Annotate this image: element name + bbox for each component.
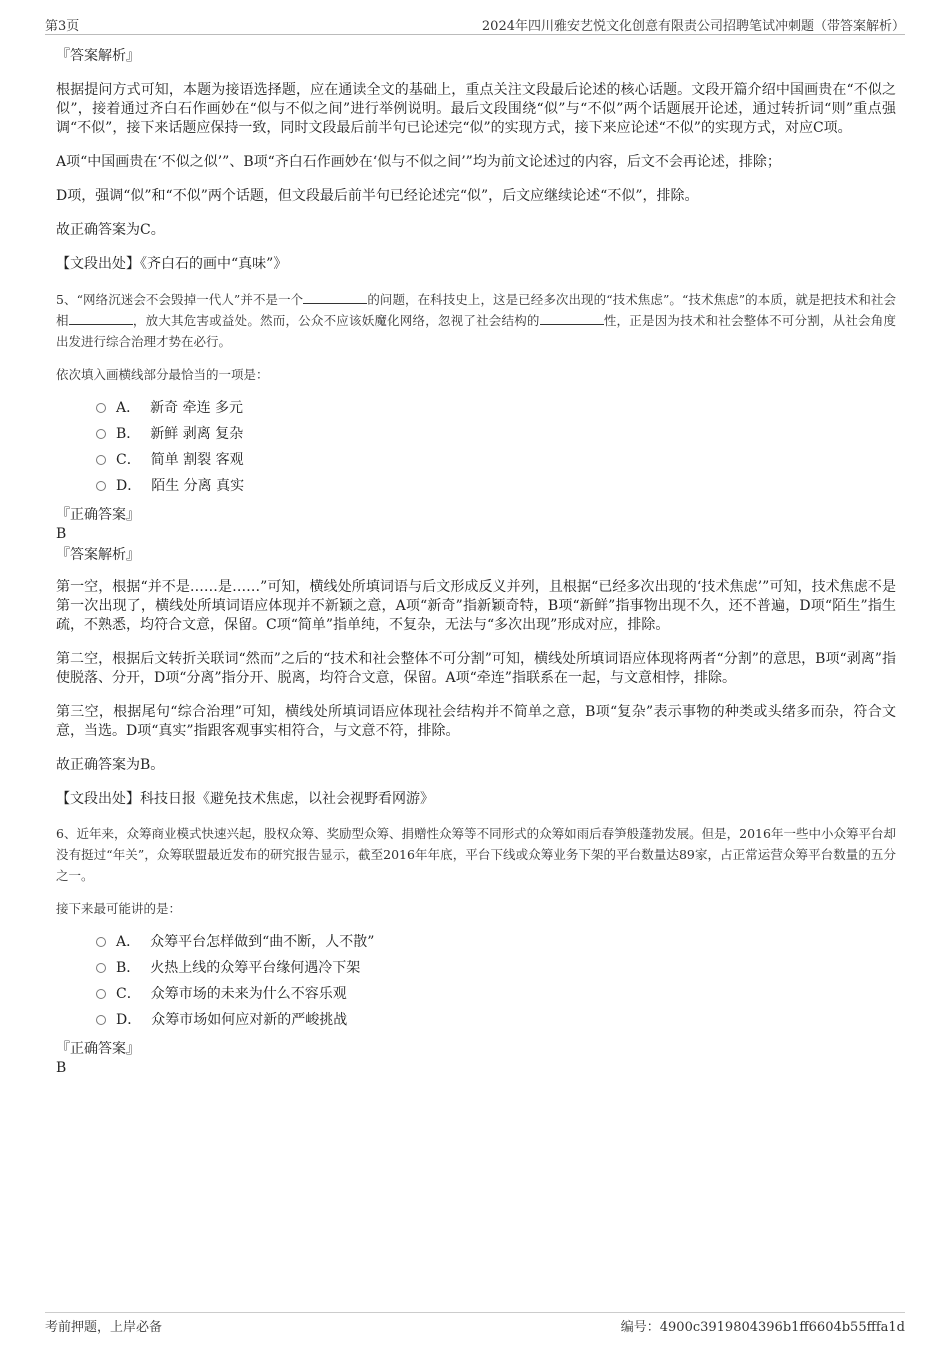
radio-icon[interactable] bbox=[96, 937, 106, 947]
source-citation: 【文段出处】《齐白石的画中“真味”》 bbox=[56, 256, 288, 272]
page-number: 第3页 bbox=[45, 19, 80, 34]
radio-icon[interactable] bbox=[96, 1015, 106, 1025]
fill-blank bbox=[540, 312, 604, 325]
analysis-label: 『答案解析』 bbox=[56, 48, 140, 64]
question-5-prompt: 依次填入画横线部分最恰当的一项是： bbox=[56, 367, 269, 382]
option-a[interactable]: A． 新奇 牵连 多元 bbox=[96, 395, 896, 421]
radio-icon[interactable] bbox=[96, 989, 106, 999]
correct-answer: B bbox=[56, 526, 67, 542]
analysis-paragraph: A项“中国画贵在‘不似之似’”、B项“齐白石作画妙在‘似与不似之间’”均为前文论述过的内容，后文不会再论述，排除； bbox=[56, 154, 781, 170]
page-footer bbox=[45, 1312, 905, 1335]
analysis-paragraph: 第一空，根据“并不是……是……”可知，横线处所填词语与后文形成反义并列，且根据“已经多次出现的‘技术焦虑’”可知，技术焦虑不是第一次出现了，横线处所填词语应体现并不新颖之意，A项“新奇”指新颖奇特，B项“新鲜”指事物出现不久，还不普遍，D项“陌生”指生疏，不熟悉，均符合文意，保留。C项“简单”指单纯，不复杂，无法与“多次出现”形成对应，排除。 bbox=[56, 579, 896, 633]
correct-answer-label: 『正确答案』 bbox=[56, 507, 140, 523]
page-content bbox=[56, 46, 896, 1077]
option-d[interactable]: D． 众筹市场如何应对新的严峻挑战 bbox=[96, 1007, 896, 1033]
question-6-text: 6、近年来，众筹商业模式快速兴起，股权众筹、奖励型众筹、捐赠性众筹等不同形式的众筹如雨后春笋般蓬勃发展。但是，2016年一些中小众筹平台却没有挺过“年关”，众筹联盟最近发布的研究报告显示，截至2016年年底，平台下线或众筹业务下架的平台数量达89家，占正常运营众筹平台数量的五分之一。 bbox=[56, 826, 896, 883]
question-5-options bbox=[96, 395, 896, 499]
option-c[interactable]: C． 简单 割裂 客观 bbox=[96, 447, 896, 473]
analysis-paragraph: D项，强调“似”和“不似”两个话题，但文段最后前半句已经论述完“似”，后文应继续论述“不似”，排除。 bbox=[56, 188, 699, 204]
analysis-paragraph: 第二空，根据后文转折关联词“然而”之后的“技术和社会整体不可分割”可知，横线处所填词语应体现将两者“分割”的意思，B项“剥离”指使脱落、分开，D项“分离”指分开、脱离，均符合文意，保留。A项“牵连”指联系在一起，与文意相悖，排除。 bbox=[56, 651, 896, 686]
option-b[interactable]: B． 火热上线的众筹平台缘何遇冷下架 bbox=[96, 955, 896, 981]
analysis-paragraph: 第三空，根据尾句“综合治理”可知，横线处所填词语应体现社会结构并不简单之意，B项“复杂”表示事物的种类或头绪多而杂，符合文意，当选。D项“真实”指跟客观事实相符合，与文意不符，排除。 bbox=[56, 704, 896, 739]
radio-icon[interactable] bbox=[96, 429, 106, 439]
answer-conclusion: 故正确答案为B。 bbox=[56, 757, 165, 773]
document-title: 2024年四川雅安艺悦文化创意有限责公司招聘笔试冲刺题（带答案解析） bbox=[481, 19, 905, 34]
radio-icon[interactable] bbox=[96, 455, 106, 465]
question-6-options bbox=[96, 929, 896, 1033]
correct-answer: B bbox=[56, 1060, 67, 1076]
page-header bbox=[45, 12, 905, 35]
option-c[interactable]: C． 众筹市场的未来为什么不容乐观 bbox=[96, 981, 896, 1007]
answer-conclusion: 故正确答案为C。 bbox=[56, 222, 165, 238]
correct-answer-label: 『正确答案』 bbox=[56, 1041, 140, 1057]
analysis-paragraph: 根据提问方式可知，本题为接语选择题，应在通读全文的基础上，重点关注文段最后论述的核心话题。文段开篇介绍中国画贵在“不似之似”，接着通过齐白石作画妙在“似与不似之间”进行举例说明。最后文段围绕“似”与“不似”两个话题展开论述，通过转折词“则”重点强调“不似”，接下来话题应保持一致，同时文段最后前半句已论述完“似”的实现方式，接下来应论述“不似”的实现方式，对应C项。 bbox=[56, 82, 896, 136]
document-code: 编号：4900c3919804396b1ff6604b55fffa1d bbox=[620, 1320, 905, 1335]
source-citation: 【文段出处】科技日报《避免技术焦虑，以社会视野看网游》 bbox=[56, 791, 434, 807]
fill-blank bbox=[69, 312, 133, 325]
radio-icon[interactable] bbox=[96, 963, 106, 973]
fill-blank bbox=[303, 291, 367, 304]
option-a[interactable]: A． 众筹平台怎样做到“曲不断，人不散” bbox=[96, 929, 896, 955]
question-5-text: 5、“网络沉迷会不会毁掉一代人”并不是一个 的问题，在科技史上，这是已经多次出现的“技术焦虑”。“技术焦虑”的本质，就是把技术和社会相 ，放大其危害或益处。然而，公众不应该妖魔化网络，忽视了社会结构的 性，正是因为技术和社会整体不可分割，从社会角度出发进行综合治理才势在必行。 bbox=[56, 292, 896, 349]
option-d[interactable]: D． 陌生 分离 真实 bbox=[96, 473, 896, 499]
analysis-label: 『答案解析』 bbox=[56, 547, 140, 563]
radio-icon[interactable] bbox=[96, 403, 106, 413]
footer-slogan: 考前押题，上岸必备 bbox=[45, 1320, 163, 1335]
question-6-prompt: 接下来最可能讲的是： bbox=[56, 901, 182, 916]
radio-icon[interactable] bbox=[96, 481, 106, 491]
option-b[interactable]: B． 新鲜 剥离 复杂 bbox=[96, 421, 896, 447]
